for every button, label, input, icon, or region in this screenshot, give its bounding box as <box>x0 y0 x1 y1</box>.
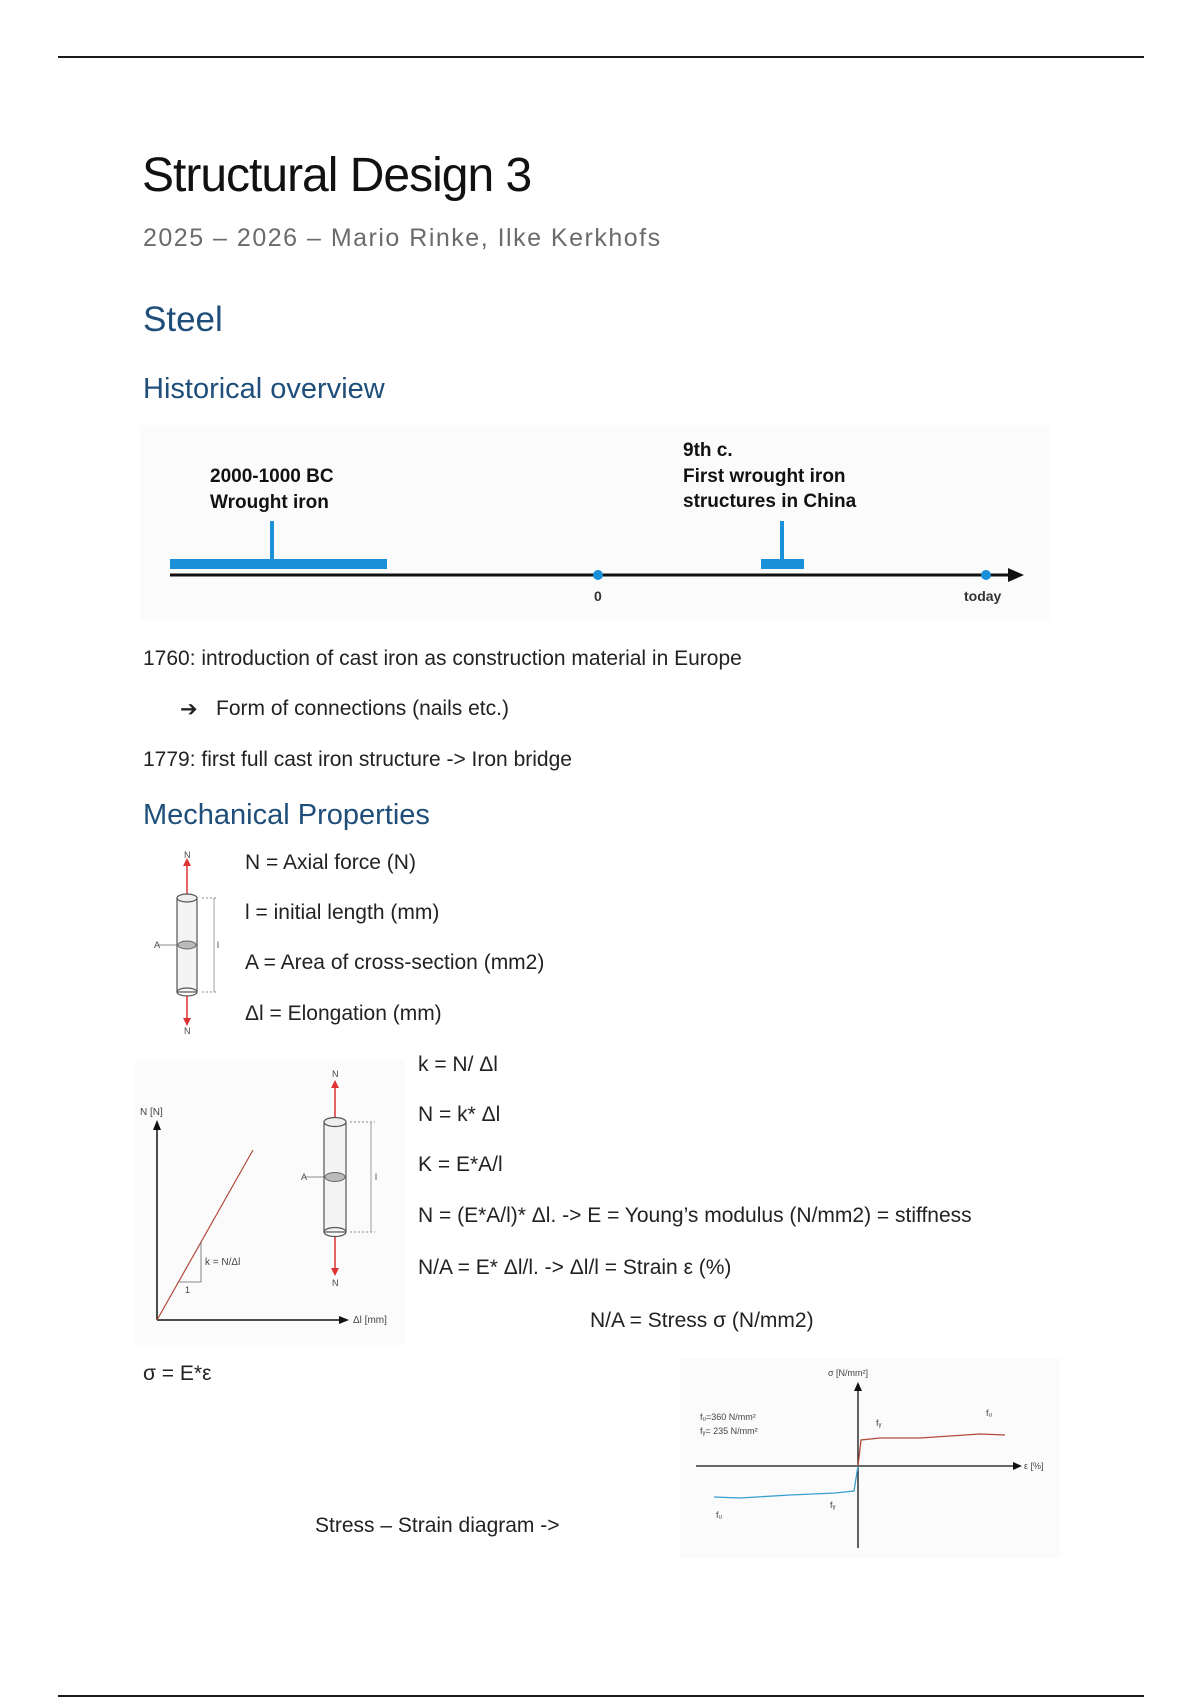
ss-fu-compression: fᵤ <box>716 1510 722 1520</box>
top-rule <box>58 56 1144 58</box>
formula-sigma: σ = E*ε <box>143 1362 212 1385</box>
formula-youngs-modulus: N = (E*A/l)* Δl. -> E = Young’s modulus (N/mm2) = stiffness <box>418 1204 972 1227</box>
timeline-event1-label: Wrought iron <box>210 492 329 513</box>
force-elongation-figure <box>135 1060 405 1345</box>
history-line-1760: 1760: introduction of cast iron as construction material in Europe <box>143 647 742 670</box>
ss-fy-compression: fᵧ <box>830 1500 836 1510</box>
history-bullet-connections: Form of connections (nails etc.) <box>216 697 509 720</box>
heading-historical-overview: Historical overview <box>143 373 385 405</box>
formula-stress: N/A = Stress σ (N/mm2) <box>590 1309 814 1332</box>
bar-label-l: l <box>217 940 219 950</box>
ss-xlabel: ε [%] <box>1024 1461 1044 1471</box>
bar-label-n-top: N <box>184 850 191 860</box>
timeline-period-marker <box>270 521 274 561</box>
graph-bar-label-a: A <box>301 1172 308 1182</box>
graph-xlabel: Δl [mm] <box>353 1315 387 1326</box>
graph-slope-label: k = N/Δl <box>205 1257 241 1268</box>
timeline-event2-label-1: First wrought iron <box>683 466 846 487</box>
history-bullet-arrow-icon: ➔ <box>180 697 198 721</box>
bottom-rule <box>58 1695 1144 1697</box>
timeline-event1-date: 2000-1000 BC <box>210 466 334 487</box>
formula-k: k = N/ Δl <box>418 1053 498 1076</box>
graph-bar-up-arrow-icon <box>331 1080 339 1088</box>
definition-area: A = Area of cross-section (mm2) <box>245 951 545 974</box>
graph-slope-one: 1 <box>185 1285 191 1295</box>
graph-stiffness-line <box>157 1150 253 1320</box>
page-title: Structural Design 3 <box>142 149 532 202</box>
ss-fu-tension: fᵤ <box>986 1408 992 1418</box>
timeline-arrow-icon <box>1008 568 1024 582</box>
timeline-tick-today: today <box>964 588 1002 604</box>
page-subtitle: 2025 – 2026 – Mario Rinke, Ilke Kerkhofs <box>143 224 662 252</box>
ss-compression-curve <box>714 1466 858 1498</box>
graph-bar-label-n-top: N <box>332 1069 339 1079</box>
formula-strain: N/A = E* Δl/l. -> Δl/l = Strain ε (%) <box>418 1256 732 1279</box>
bar-label-a: A <box>154 940 161 950</box>
graph-bar-label-n-bottom: N <box>332 1278 339 1288</box>
timeline-zero-dot <box>593 570 603 580</box>
ss-fy-tension: fᵧ <box>876 1418 882 1428</box>
timeline-figure <box>140 425 1050 620</box>
ss-fy-label: fᵧ= 235 N/mm² <box>700 1426 758 1436</box>
formula-K: K = E*A/l <box>418 1153 503 1176</box>
bar-label-n-bottom: N <box>184 1026 191 1035</box>
timeline-tick-zero: 0 <box>594 588 602 604</box>
section-title-steel: Steel <box>143 300 223 339</box>
ss-ylabel: σ [N/mm²] <box>828 1368 869 1378</box>
timeline-event2-label-2: structures in China <box>683 491 857 512</box>
timeline-period-bar <box>170 559 387 569</box>
definition-axial-force: N = Axial force (N) <box>245 851 416 874</box>
stress-strain-figure <box>680 1358 1060 1558</box>
axial-force-down-arrow-icon <box>183 1018 191 1026</box>
ss-fu-label: fᵤ=360 N/mm² <box>700 1412 756 1422</box>
formula-n-k: N = k* Δl <box>418 1103 501 1126</box>
stress-strain-caption: Stress – Strain diagram -> <box>315 1514 560 1537</box>
timeline-event2-date: 9th c. <box>683 440 733 461</box>
definition-elongation: Δl = Elongation (mm) <box>245 1002 442 1025</box>
definition-initial-length: l = initial length (mm) <box>245 901 440 924</box>
graph-ylabel: N [N] <box>140 1107 163 1118</box>
history-line-1779: 1779: first full cast iron structure -> Iron bridge <box>143 748 572 771</box>
timeline-event2-marker <box>780 521 784 561</box>
graph-bar-down-arrow-icon <box>331 1268 339 1276</box>
graph-bar-label-l: l <box>375 1172 377 1182</box>
axial-bar-figure <box>140 850 230 1035</box>
heading-mechanical-properties: Mechanical Properties <box>143 799 430 831</box>
timeline-today-dot <box>981 570 991 580</box>
ss-tension-curve <box>858 1434 1005 1466</box>
